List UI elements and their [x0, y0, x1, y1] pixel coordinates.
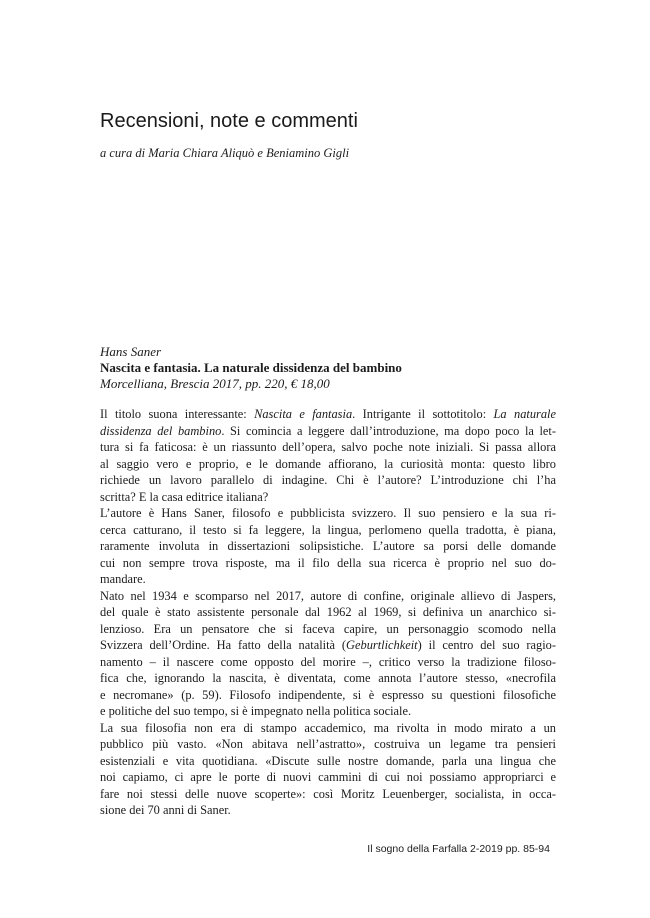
body-line: lenzioso. Era un pensatore che si faceva capire, un personaggio scomodo nella: [100, 621, 556, 636]
body-line: cui non sempre trova risposte, ma il filo della sua ricerca è proprio nel suo do-: [100, 555, 556, 570]
body-line: tura si fa faticosa: è un riassunto dell’opera, salvo poche note iniziali. Si passa allora: [100, 440, 556, 454]
body-line: e politiche del suo tempo, si è impegnato nella politica sociale.: [100, 704, 412, 718]
body-line: fare noi stessi delle nuove scoperte»: così Moritz Leuenberger, socialista, in occa-: [100, 786, 556, 801]
review-body: [100, 406, 556, 819]
body-line: pubblico più vasto. «Non abitava nell’astratto», costruiva un legame tra pensieri: [100, 737, 556, 751]
review-book-title: Nascita e fantasia. La naturale dissidenza del bambino: [100, 360, 402, 375]
body-line: richiede un lavoro parallelo di indagine. Chi è l’autore? L’introduzione chi l’ha: [100, 473, 556, 487]
body-line: del quale è stato assistente personale dal 1962 al 1969, si definiva un anarchico si-: [100, 605, 556, 619]
body-line: Il titolo suona interessante: Nascita e fantasia. Intrigante il sottotitolo: La naturale: [100, 407, 556, 421]
body-line: cerca catturano, il testo si fa leggere, la lingua, perlomeno quella tradotta, è piana,: [100, 522, 556, 537]
section-title: Recensioni, note e commenti: [100, 110, 358, 132]
body-line: Nato nel 1934 e scomparso nel 2017, autore di confine, originale allievo di Jaspers,: [100, 588, 556, 603]
body-line: La sua filosofia non era di stampo accademico, ma rivolta in modo mirato a un: [100, 720, 556, 735]
body-line: scritta? E la casa editrice italiana?: [100, 489, 269, 504]
body-line: dissidenza del bambino. Si comincia a leggere dall’introduzione, ma dopo poco la let-: [100, 423, 556, 438]
body-line: Svizzera dell’Ordine. Ha fatto della natalità (Geburtlichkeit) il centro del suo ragio-: [100, 638, 556, 652]
body-line: raramente involuta in dissertazioni solipsistiche. L’autore sa porsi delle domande: [100, 539, 556, 553]
review-publication-info: Morcelliana, Brescia 2017, pp. 220, € 18,00: [100, 376, 330, 391]
body-line: sione dei 70 anni di Saner.: [100, 803, 231, 817]
body-line: namento – il nascere come opposto del morire –, critico verso la tradizione filoso-: [100, 654, 556, 669]
body-line: noi capiamo, ci apre le porte di nuovi cammini di cui noi possiamo appropriarci e: [100, 770, 556, 784]
section-editors: a cura di Maria Chiara Aliquò e Beniamino Gigli: [100, 146, 350, 160]
body-line: mandare.: [100, 572, 146, 586]
body-line: fica che, ignorando la nascita, è diventata, come annota l’autore stesso, «necrofila: [100, 671, 556, 685]
review-author: Hans Saner: [100, 344, 162, 359]
page-footer-citation: Il sogno della Farfalla 2-2019 pp. 85-94: [367, 843, 550, 855]
body-line: al saggio vero e proprio, e le domande affiorano, la curiosità monta: questo libro: [100, 456, 556, 471]
body-line: L’autore è Hans Saner, filosofo e pubblicista svizzero. Il suo pensiero e la sua ri-: [100, 506, 556, 520]
body-line: e necromane» (p. 59). Filosofo indipendente, si è espresso su questioni filosofiche: [100, 687, 556, 702]
body-line: esistenziali e vita quotidiana. «Discute sulle nostre domande, parla una lingua che: [100, 753, 556, 768]
review-header: [100, 344, 560, 392]
